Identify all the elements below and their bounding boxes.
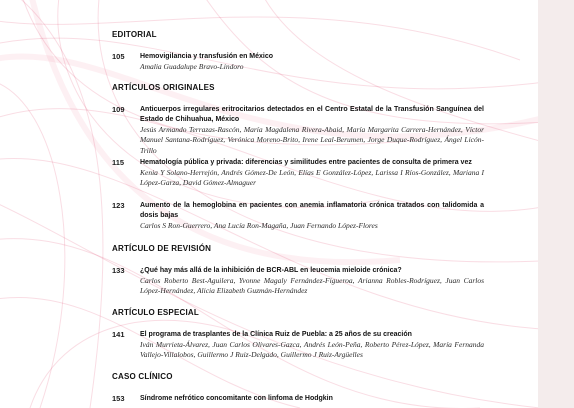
article-title: El programa de trasplantes de la Clínica Ruiz de Puebla: a 25 años de su creación <box>140 331 412 338</box>
article-title: Síndrome nefrótico concomitante con linfoma de Hodgkin <box>140 395 333 402</box>
toc-entry[interactable] <box>112 158 484 189</box>
page-number: 153 <box>112 394 125 403</box>
article-authors: Amalia Guadalupe Bravo-Lindoro <box>140 62 244 71</box>
article-title: Hematología pública y privada: diferencias y similitudes entre pacientes de consulta de primera vez <box>140 159 472 166</box>
article-authors: Kenia Y Solano-Herrejón, Andrés Gómez-De León, Elías E González-López, Larissa I Ríos-González, Mariana I López-Garza, David Gómez-Almaguer <box>140 168 484 188</box>
article-title: Hemovigilancia y transfusión en México <box>140 53 274 60</box>
section-heading-clinico: CASO CLÍNICO <box>112 372 173 381</box>
page-number: 123 <box>112 201 125 210</box>
article-title: Anticuerpos irregulares eritrocitarios detectados en el Centro Estatal de la Transfusión Sanguínea del Estado de Chihuahua, México <box>140 106 484 123</box>
toc-entry[interactable] <box>112 201 484 231</box>
section-heading-especial: ARTÍCULO ESPECIAL <box>112 308 199 317</box>
page-number: 105 <box>112 52 125 61</box>
toc-entry[interactable] <box>112 266 484 297</box>
article-title: ¿Qué hay más allá de la inhibición de BCR-ABL en leucemia mieloide crónica? <box>140 267 402 274</box>
toc-entry[interactable] <box>112 394 484 404</box>
page-number: 133 <box>112 266 125 275</box>
page-number: 115 <box>112 158 125 167</box>
section-heading-editorial: EDITORIAL <box>112 30 157 39</box>
toc-entry[interactable] <box>112 330 484 361</box>
section-heading-originales: ARTÍCULOS ORIGINALES <box>112 83 215 92</box>
article-authors: Iván Murrieta-Álvarez, Juan Carlos Olivares-Gazca, Andrés León-Peña, Roberto Pérez-López, María Fernanda Vallejo-Villalobos, Guillermo J Ruiz-Delgado, Guillermo J Ruiz-Argüelles <box>140 340 484 360</box>
page-number: 109 <box>112 105 125 114</box>
article-authors: Carlos Roberto Best-Aguilera, Yvonne Magaly Fernández-Figueroa, Arianna Robles-Rodríguez, Juan Carlos López-Hernández, Alicia Elizabeth Guzmán-Hernández <box>140 276 484 296</box>
toc-entry[interactable] <box>112 52 484 72</box>
article-title: Aumento de la hemoglobina en pacientes con anemia inflamatoria crónica tratados con talidomida a dosis bajas <box>140 202 484 219</box>
article-authors: Jesús Armando Terrazas-Rascón, María Magdalena Rivera-Abaid, María Margarita Carrera-Hernández, Víctor Manuel Santana-Rodríguez, Verónica Moreno-Brito, Irene Leal-Berumen, Jorge Duque-Rodríguez, Ángel Licón-Trillo <box>140 125 484 155</box>
page-number: 141 <box>112 330 125 339</box>
article-authors: Carlos S Ron-Guerrero, Ana Lucía Ron-Magaña, Juan Fernando López-Flores <box>140 221 378 230</box>
section-heading-revision: ARTÍCULO DE REVISIÓN <box>112 244 212 253</box>
toc-entry[interactable] <box>112 105 484 156</box>
